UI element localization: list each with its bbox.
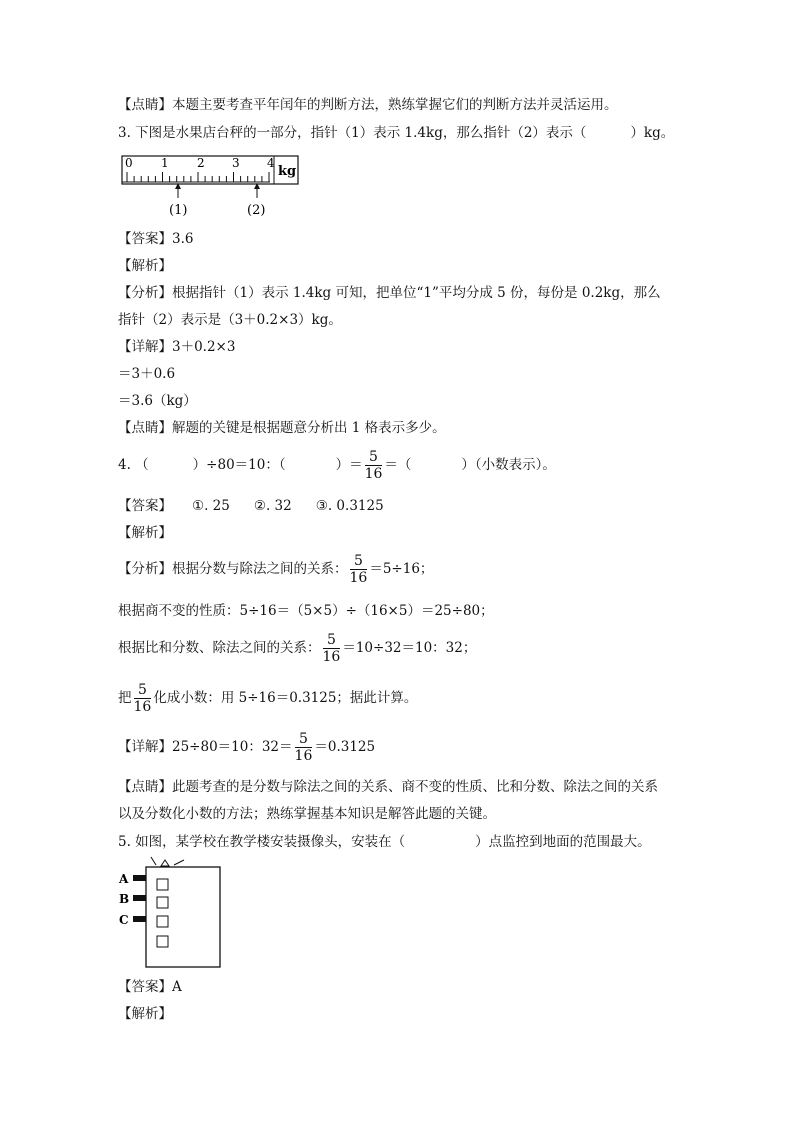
q4-stem-e: ）（小数表示）。 [461,457,556,473]
q4-dianjing-1: 【点睛】此题考查的是分数与除法之间的关系、商不变的性质、比和分数、除法之间的关系 [118,779,658,795]
scale-ticks [127,172,269,182]
camera-top-icon [161,860,169,866]
q4-answer [118,497,384,515]
q4-line4-fraction [134,682,152,715]
fraction-denominator: 16 [294,748,313,764]
fraction-numerator: 5 [350,553,368,570]
q4-stem-fraction [365,449,383,482]
label-c: C [119,913,129,927]
q3-dianjing: 【点睛】解题的关键是根据题意分析出 1 格表示多少。 [118,420,446,436]
q4-xiangjie [118,729,375,765]
q5-stem-b: ）点监控到地面的范围最大。 [475,834,651,850]
camera-mount-b [133,895,146,901]
window-1 [157,879,168,890]
fraction-denominator: 16 [364,466,383,482]
q4-line2: 根据商不变的性质：5÷16＝（5×5）÷（16×5）＝25÷80； [118,603,494,619]
q5-jiexi: 【解析】 [118,1006,172,1022]
q4-answer-label: 【答案】 [118,498,172,514]
q4-fenxi-a: 【分析】根据分数与除法之间的关系： [118,561,348,577]
q4-answer-3: ③. 0.3125 [315,498,384,514]
window-2 [157,897,168,908]
fraction-denominator: 16 [349,570,368,586]
scale-num-2: 2 [197,156,205,170]
q5-building-figure [116,856,228,972]
q4-fenxi-b: ＝5÷16； [369,561,434,577]
q4-xiangjie-a: 【详解】25÷80＝10：32＝ [118,739,293,755]
q3-stem-b: ）kg。 [630,125,675,141]
label-b: B [119,892,130,906]
q3-scale-figure [118,152,308,224]
camera-mount-c [133,916,146,922]
q4-fenxi-fraction [350,553,368,586]
q4-line3-a: 根据比和分数、除法之间的关系： [118,640,321,656]
q5-stem-a: 5. 如图，某学校在教学楼安装摄像头，安装在（ [118,834,406,850]
q3-fenxi-2: 指针（2）表示是（3＋0.2×3）kg。 [118,312,342,328]
window-4 [157,936,168,947]
label-a: A [119,872,129,886]
q4-xiangjie-b: ＝0.3125 [314,739,376,755]
camera-mount-a [133,875,146,881]
q4-line4-b: 化成小数：用 5÷16＝0.3125；据此计算。 [153,690,418,706]
q4-answer-1: ①. 25 [192,498,230,514]
q3-fenxi-1: 【分析】根据指针（1）表示 1.4kg 可知，把单位“1”平均分成 5 份，每份是 0.2kg，那么 [118,285,661,301]
fraction-denominator: 16 [133,699,152,715]
fraction-numerator: 5 [134,682,152,699]
q4-fenxi [118,551,433,587]
q5-answer: 【答案】A [118,979,182,995]
q4-stem-a: 4. （ [118,457,149,473]
q3-stem [118,124,674,142]
q3-jiexi: 【解析】 [118,258,172,274]
q3-xiangjie-1: 【详解】3＋0.2×3 [118,339,236,355]
q4-stem-d: ＝（ [384,457,412,473]
fraction-numerator: 5 [365,449,383,466]
q3-stem-a: 3. 下图是水果店台秤的一部分，指针（1）表示 1.4kg，那么指针（2）表示（ [118,125,587,141]
scale-num-3: 3 [232,156,240,170]
q4-stem-b: ）÷80＝10：（ [192,457,286,473]
q4-line4-a: 把 [118,690,132,706]
scale-unit: kg [278,164,297,179]
window-3 [157,916,168,927]
q4-line4 [118,680,417,716]
fraction-numerator: 5 [295,731,313,748]
q4-xiangjie-fraction [295,731,313,764]
q3-xiangjie-2: ＝3＋0.6 [118,366,176,382]
scale-num-0: 0 [125,156,133,170]
q4-line3 [118,630,476,666]
camera-ray-right [174,860,184,865]
q2-dianjing: 【点睛】本题主要考查平年闰年的判断方法，熟练掌握它们的判断方法并灵活运用。 [118,97,618,113]
pointer-1-label: (1) [169,203,188,218]
q4-stem [118,447,556,483]
q3-xiangjie-3: ＝3.6（kg） [118,393,197,409]
fraction-denominator: 16 [322,649,341,665]
scale-num-1: 1 [161,156,169,170]
q4-line3-fraction [323,632,341,665]
q4-line3-b: ＝10÷32＝10：32； [342,640,477,656]
camera-ray-left [151,857,156,865]
pointer-2-label: (2) [247,203,266,218]
q4-jiexi: 【解析】 [118,525,172,541]
q3-answer: 【答案】3.6 [118,231,194,247]
q4-stem-c: ）＝ [335,457,363,473]
q5-stem [118,833,651,851]
q4-dianjing-2: 以及分数化小数的方法；熟练掌握基本知识是解答此题的关键。 [118,806,496,822]
q4-answer-2: ②. 32 [253,498,292,514]
scale-num-4: 4 [267,156,275,170]
fraction-numerator: 5 [323,632,341,649]
